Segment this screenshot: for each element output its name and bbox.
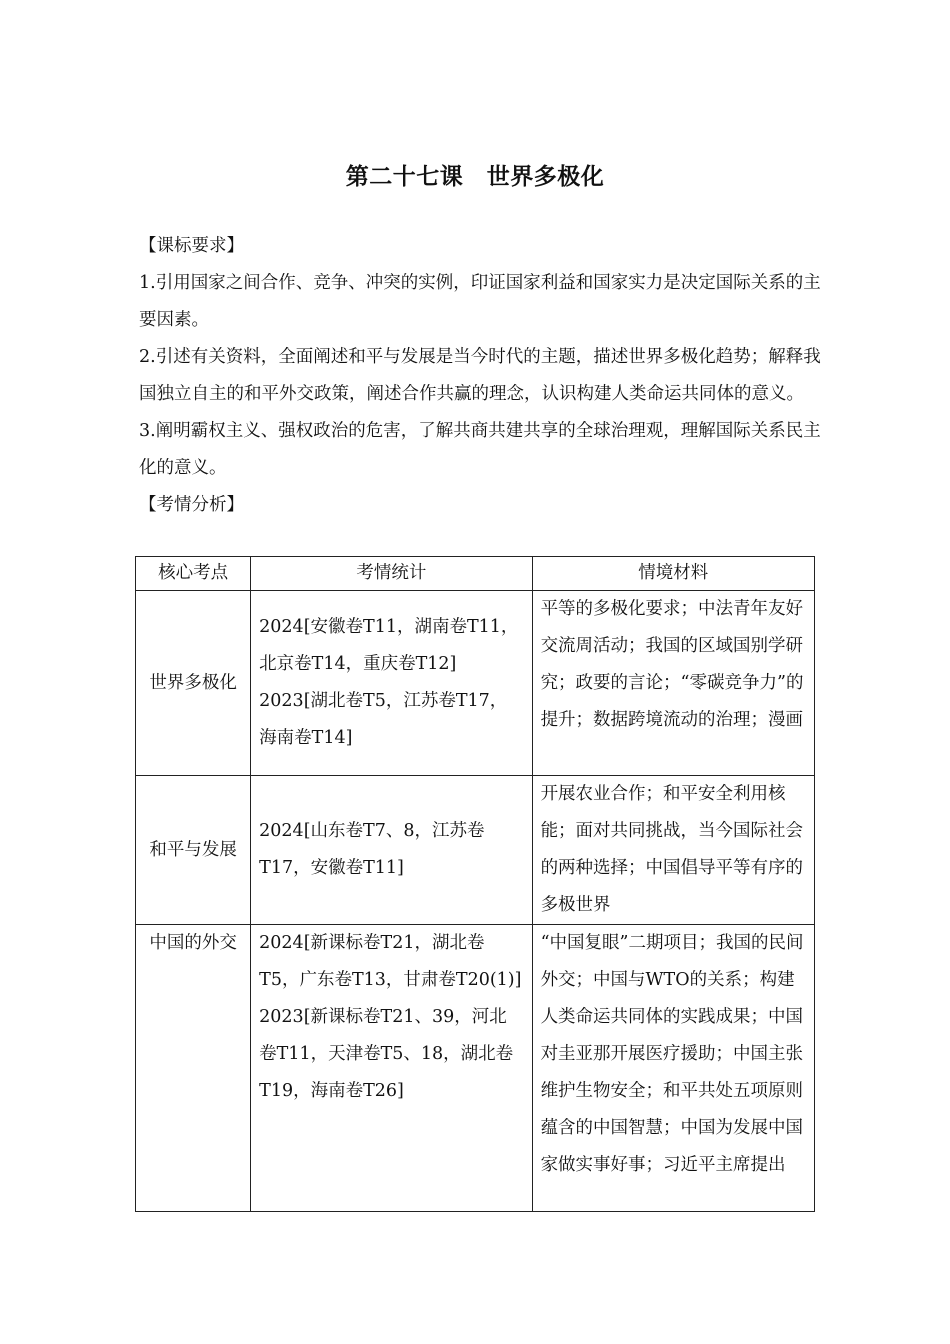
header-context-material: 情境材料: [532, 557, 814, 591]
table-row: [136, 776, 815, 925]
curriculum-section: [139, 228, 829, 524]
table-row: [136, 925, 815, 1212]
requirement-item-2: 2.引述有关资料，全面阐述和平与发展是当今时代的主题，描述世界多极化趋势；解释我国独立自主的和平外交政策，阐述合作共赢的理念，认识构建人类命运共同体的意义。: [139, 347, 821, 404]
table-header-row: [136, 557, 815, 591]
exam-stats-cell: [251, 776, 532, 925]
exam-analysis-table: [135, 556, 815, 1212]
context-text: 开展农业合作；和平安全利用核能；面对共同挑战，当今国际社会的两种选择；中国倡导平等有序的多极世界: [540, 784, 804, 915]
requirement-item-1: 1.引用国家之间合作、竞争、冲突的实例，印证国家利益和国家实力是决定国际关系的主要因素。: [139, 273, 821, 330]
stats-line: 2023[湖北卷T5，江苏卷T17，海南卷T14]: [259, 691, 508, 748]
exam-stats-cell: [251, 591, 532, 776]
header-core-point: 核心考点: [136, 557, 251, 591]
requirement-item-3: 3.阐明霸权主义、强权政治的危害，了解共商共建共享的全球治理观，理解国际关系民主化的意义。: [139, 421, 821, 478]
context-cell: [532, 776, 814, 925]
core-point-cell: 和平与发展: [136, 776, 251, 925]
context-text: “中国复眼”二期项目；我国的民间外交；中国与WTO的关系；构建人类命运共同体的实践成果；中国对圭亚那开展医疗援助；中国主张维护生物安全；和平共处五项原则蕴含的中国智慧；中国为发展中国家做实事好事；习近平主席提出: [540, 933, 804, 1175]
stats-line: 2024[安徽卷T11，湖南卷T11，北京卷T14，重庆卷T12]: [259, 617, 519, 674]
stats-line: 2024[山东卷T7、8，江苏卷T17，安徽卷T11]: [259, 821, 485, 878]
core-point-cell: 世界多极化: [136, 591, 251, 776]
header-exam-stats: 考情统计: [251, 557, 532, 591]
stats-line: 2023[新课标卷T21、39，河北卷T11，天津卷T5、18，湖北卷T19，海南卷T26]: [259, 1007, 514, 1101]
context-cell: [532, 591, 814, 776]
curriculum-heading: 【课标要求】: [139, 236, 244, 256]
table-row: [136, 591, 815, 776]
context-text: 平等的多极化要求；中法青年友好交流周活动；我国的区域国别学研究；政要的言论；“零碳竞争力”的提升；数据跨境流动的治理；漫画: [540, 599, 804, 730]
exam-analysis-heading: 【考情分析】: [139, 495, 244, 515]
context-cell: [532, 925, 814, 1212]
stats-line: 2024[新课标卷T21，湖北卷T5，广东卷T13，甘肃卷T20(1)]: [259, 933, 522, 990]
core-point-cell: 中国的外交: [136, 925, 251, 1212]
page-title: 第二十七课 世界多极化: [345, 163, 605, 190]
exam-stats-cell: [251, 925, 532, 1212]
